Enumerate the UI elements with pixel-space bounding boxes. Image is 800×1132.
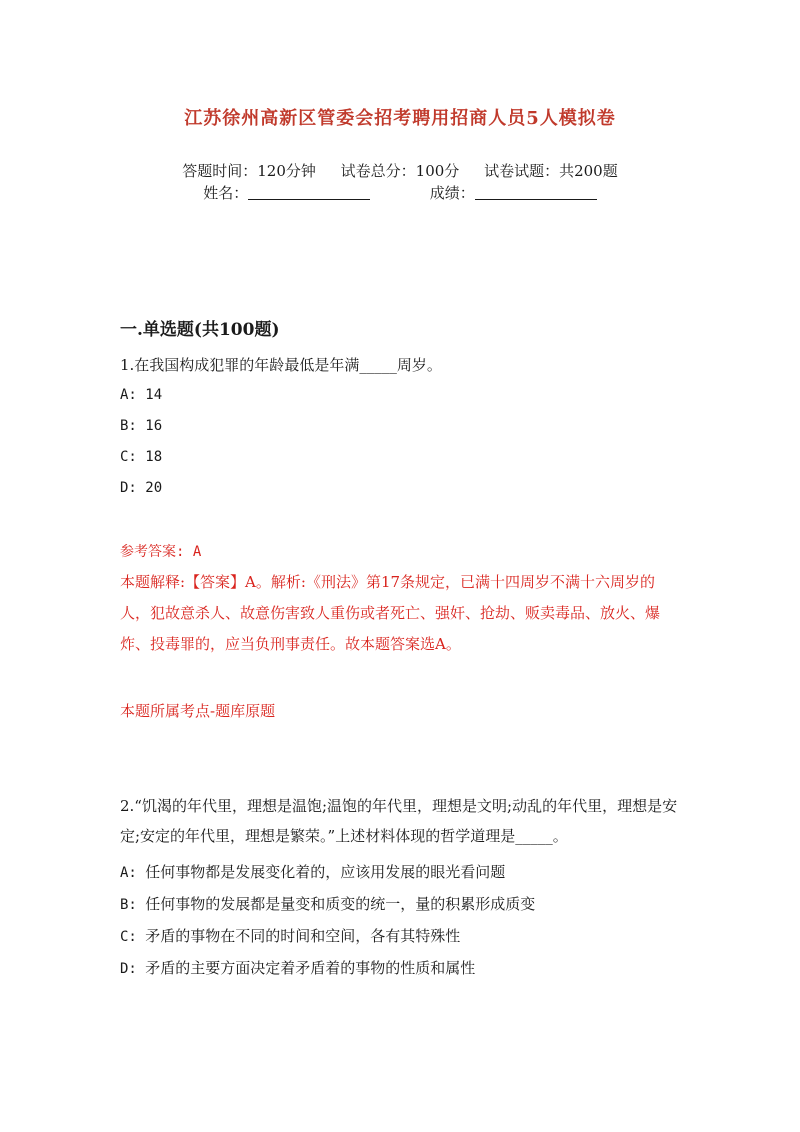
option-text: 20	[145, 480, 163, 496]
option-text: 任何事物都是发展变化着的，应该用发展的眼光看问题	[145, 863, 506, 881]
section-heading: 一.单选题(共100题)	[120, 320, 280, 340]
option-text: 矛盾的主要方面决定着矛盾着的事物的性质和属性	[145, 959, 476, 977]
name-label: 姓名：	[203, 184, 249, 202]
option-key: B:	[120, 897, 137, 913]
option-d[interactable]	[120, 473, 680, 504]
option-b[interactable]	[120, 411, 680, 442]
name-blank[interactable]	[248, 185, 370, 200]
option-key: B:	[120, 418, 137, 434]
question-1	[120, 350, 680, 504]
answer-block-1	[120, 537, 680, 660]
option-text: 任何事物的发展都是量变和质变的统一，量的积累形成质变	[145, 895, 536, 913]
exam-info	[0, 160, 800, 204]
exam-question-count: 试卷试题：共200题	[484, 162, 618, 180]
page-title: 江苏徐州高新区管委会招考聘用招商人员5人模拟卷	[184, 108, 616, 129]
option-text: 矛盾的事物在不同的时间和空间，各有其特殊性	[145, 927, 461, 945]
exam-meta-row	[0, 160, 800, 182]
option-text: 16	[145, 418, 163, 434]
question-stem: 1.在我国构成犯罪的年龄最低是年满_____周岁。	[120, 356, 442, 374]
option-b[interactable]	[120, 889, 680, 921]
option-a[interactable]	[120, 380, 680, 411]
option-text: 18	[145, 449, 163, 465]
exam-fill-row	[0, 182, 800, 204]
exam-total-score: 试卷总分：100分	[340, 162, 460, 180]
score-blank[interactable]	[475, 185, 597, 200]
option-text: 14	[145, 387, 163, 403]
question-source: 本题所属考点-题库原题	[120, 702, 276, 720]
option-c[interactable]	[120, 442, 680, 473]
exam-time: 答题时间：120分钟	[182, 162, 316, 180]
option-c[interactable]	[120, 921, 680, 953]
option-d[interactable]	[120, 953, 680, 985]
option-key: A:	[120, 865, 137, 881]
score-label: 成绩：	[429, 184, 475, 202]
option-key: D:	[120, 961, 137, 977]
option-key: D:	[120, 480, 137, 496]
question-2	[120, 791, 680, 985]
option-key: A:	[120, 387, 137, 403]
option-a[interactable]	[120, 857, 680, 889]
answer-explanation: 本题解释:【答案】A。解析:《刑法》第17条规定，已满十四周岁不满十六周岁的人，犯故意杀人、故意伤害致人重伤或者死亡、强奸、抢劫、贩卖毒品、放火、爆炸、投毒罪的，应当负刑事责任。故本题答案选A。	[120, 573, 661, 653]
question-stem: 2.“饥渴的年代里，理想是温饱;温饱的年代里，理想是文明;动乱的年代里，理想是安定;安定的年代里，理想是繁荣。”上述材料体现的哲学道理是_____。	[120, 797, 678, 845]
option-key: C:	[120, 449, 137, 465]
option-key: C:	[120, 929, 137, 945]
reference-answer: 参考答案: A	[120, 544, 202, 560]
